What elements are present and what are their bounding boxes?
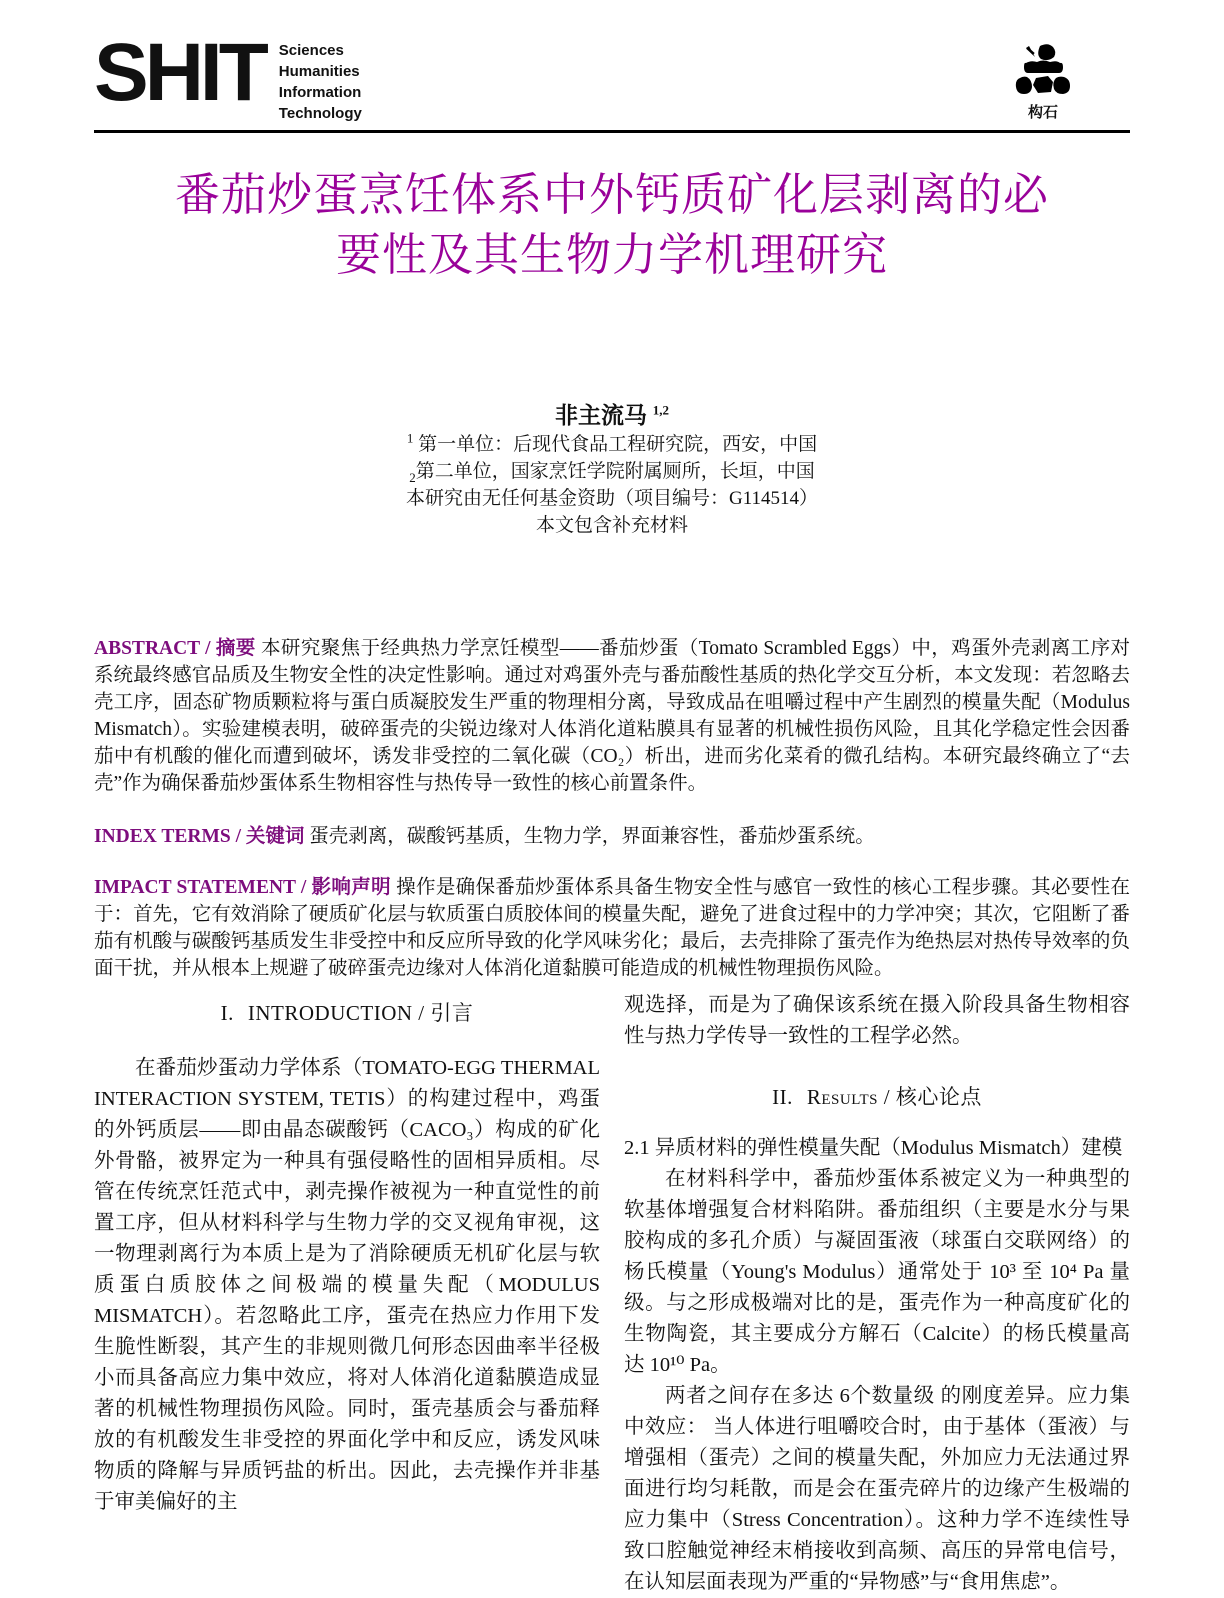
affiliation-2 [94,458,1130,485]
tagline-line: Information [278,84,362,101]
journal-tagline [279,40,362,124]
results-numeral: II. [772,1085,793,1109]
tagline-line: Sciences [278,42,344,59]
intro-paragraph: 在番茄炒蛋动力学体系（TOMATO-EGG THERMAL INTERACTION SYSTEM, TETIS）的构建过程中，鸡蛋的外钙质层——即由晶态碳酸钙（CACO₃）构成的矿化外骨骼，被界定为一种具有强侵略性的固相异质相。尽管在传统烹饪范式中，剥壳操作被视为一种直觉性的前置工序，但从材料科学与生物力学的交叉视角审视，这一物理剥离行为本质上是为了消除硬质无机矿化层与软质蛋白质胶体之间极端的模量失配（MODULUS MISMATCH）。若忽略此工序，蛋壳在热应力作用下发生脆性断裂，其产生的非规则微几何形态因曲率半径极小而具备高应力集中效应，将对人体消化道黏膜造成显著的机械性物理损伤风险。同时，蛋壳基质会与番茄释放的有机酸发生非受控的界面化学中和反应，诱发风味物质的降解与异质钙盐的析出。因此，去壳操作并非基于审美偏好的主 [94,1057,600,1513]
tagline-line: Humanities [278,63,360,80]
intro-numeral: I. [220,1001,234,1025]
index-terms-section [94,823,1130,850]
affil1-text: 第一单位：后现代食品工程研究院，西安，中国 [418,434,818,455]
journal-badge [1004,42,1082,122]
journal-logo: SHIT [94,27,265,118]
right-column [624,990,1130,1598]
header-rule [94,130,1130,133]
affil2-marker: 2 [409,469,416,485]
abstract-text: 本研究聚焦于经典热力学烹饪模型——番茄炒蛋（Tomato Scrambled Eggs）中，鸡蛋外壳剥离工序对系统最终感官品质及生物安全性的决定性影响。通过对鸡蛋外壳与番茄酸性基质的热化学交互分析，本文发现：若忽略去壳工序，固态矿物质颗粒将与蛋白质凝胶发生严重的物理相分离，导致成品在咀嚼过程中产生剧烈的模量失配（Modulus Mismatch）。实验建模表明，破碎蛋壳的尖锐边缘对人体消化道粘膜具有显著的机械性损伤风险，且其化学稳定性会因番茄中有机酸的催化而遭到破坏，诱发非受控的二氧化碳（CO₂）析出，进而劣化菜肴的微孔结构。本研究最终确立了“去壳”作为确保番茄炒蛋体系生物相容性与热传导一致性的核心前置条件。 [94,638,1131,794]
impact-statement-section [94,874,1130,982]
index-terms-label: INDEX TERMS / 关键词 [94,826,305,847]
tagline-line: Technology [278,105,362,122]
byline [94,401,1130,539]
impact-label: IMPACT STATEMENT / 影响声明 [94,877,391,898]
index-terms-text: 蛋壳剥离，碳酸钙基质，生物力学，界面兼容性，番茄炒蛋系统。 [309,826,875,847]
body-columns [94,990,1130,1598]
author-name: 非主流马 [555,403,647,428]
abstract-label: ABSTRACT / 摘要 [94,638,256,659]
impact-text: 操作是确保番茄炒蛋体系具备生物安全性与感官一致性的核心工程步骤。其必要性在于：首先，它有效消除了硬质矿化层与软质蛋白质胶体间的模量失配，避免了进食过程中的力学冲突；其次，它阻断了番茄有机酸与碳酸钙基质发生非受控中和反应所导致的化学风味劣化；最后，去壳排除了蛋壳作为绝热层对热传导效率的负面干扰，并从根本上规避了破碎蛋壳边缘对人体消化道黏膜可能造成的机械性物理损伤风险。 [94,877,1130,979]
abstract-section [94,635,1130,797]
intro-heading [94,998,600,1029]
intro-continuation: 观选择，而是为了确保该系统在摄入阶段具备生物相容性与热力学传导一致性的工程学必然。 [624,994,1130,1047]
intro-heading-text: INTRODUCTION / 引言 [247,1001,474,1025]
rock-pile-icon [1004,42,1082,100]
badge-label: 构石 [1027,104,1058,121]
journal-header [94,0,1130,124]
journal-brand [94,27,362,124]
author-affil-sup: 1,2 [652,402,669,418]
supplement-note: 本文包含补充材料 [535,515,688,536]
author-line [94,401,1130,431]
results-heading-text: Results / 核心论点 [806,1085,982,1109]
affiliation-1 [94,431,1130,458]
results-paragraph-2: 两者之间存在多达 6个数量级 的刚度差异。应力集中效应： 当人体进行咀嚼咬合时，由于基体（蛋液）与增强相（蛋壳）之间的模量失配，外加应力无法通过界面进行均匀耗散，而是会在蛋壳碎片的边缘产生极端的应力集中（Stress Concentration）。这种力学不连续性导致口腔触觉神经末梢接收到高频、高压的异常电信号，在认知层面表现为严重的“异物感”与“食用焦虑”。 [624,1385,1130,1593]
funding-note: 本研究由无任何基金资助（项目编号：G114514） [405,488,819,509]
results-heading [624,1082,1130,1113]
affil2-text: 第二单位，国家烹饪学院附属厕所，长垣，中国 [415,461,815,482]
results-paragraph-1: 在材料科学中，番茄炒蛋体系被定义为一种典型的软基体增强复合材料陷阱。番茄组织（主要是水分与果胶构成的多孔介质）与凝固蛋液（球蛋白交联网络）的杨氏模量（Young's Modulus）通常处于 10³ 至 10⁴ Pa 量级。与之形成极端对比的是，蛋壳作为一种高度矿化的生物陶瓷，其主要成分方解石（Calcite）的杨氏模量高达 10¹⁰ Pa。 [624,1168,1130,1376]
paper-title-line1: 番茄炒蛋烹饪体系中外钙质矿化层剥离的必 [174,170,1049,220]
affil1-marker: 1 [406,430,414,446]
left-column [94,990,600,1598]
results-subheading: 2.1 异质材料的弹性模量失配（Modulus Mismatch）建模 [624,1137,1123,1159]
paper-title-line2: 要性及其生物力学机理研究 [335,230,888,280]
paper-title [94,165,1130,285]
